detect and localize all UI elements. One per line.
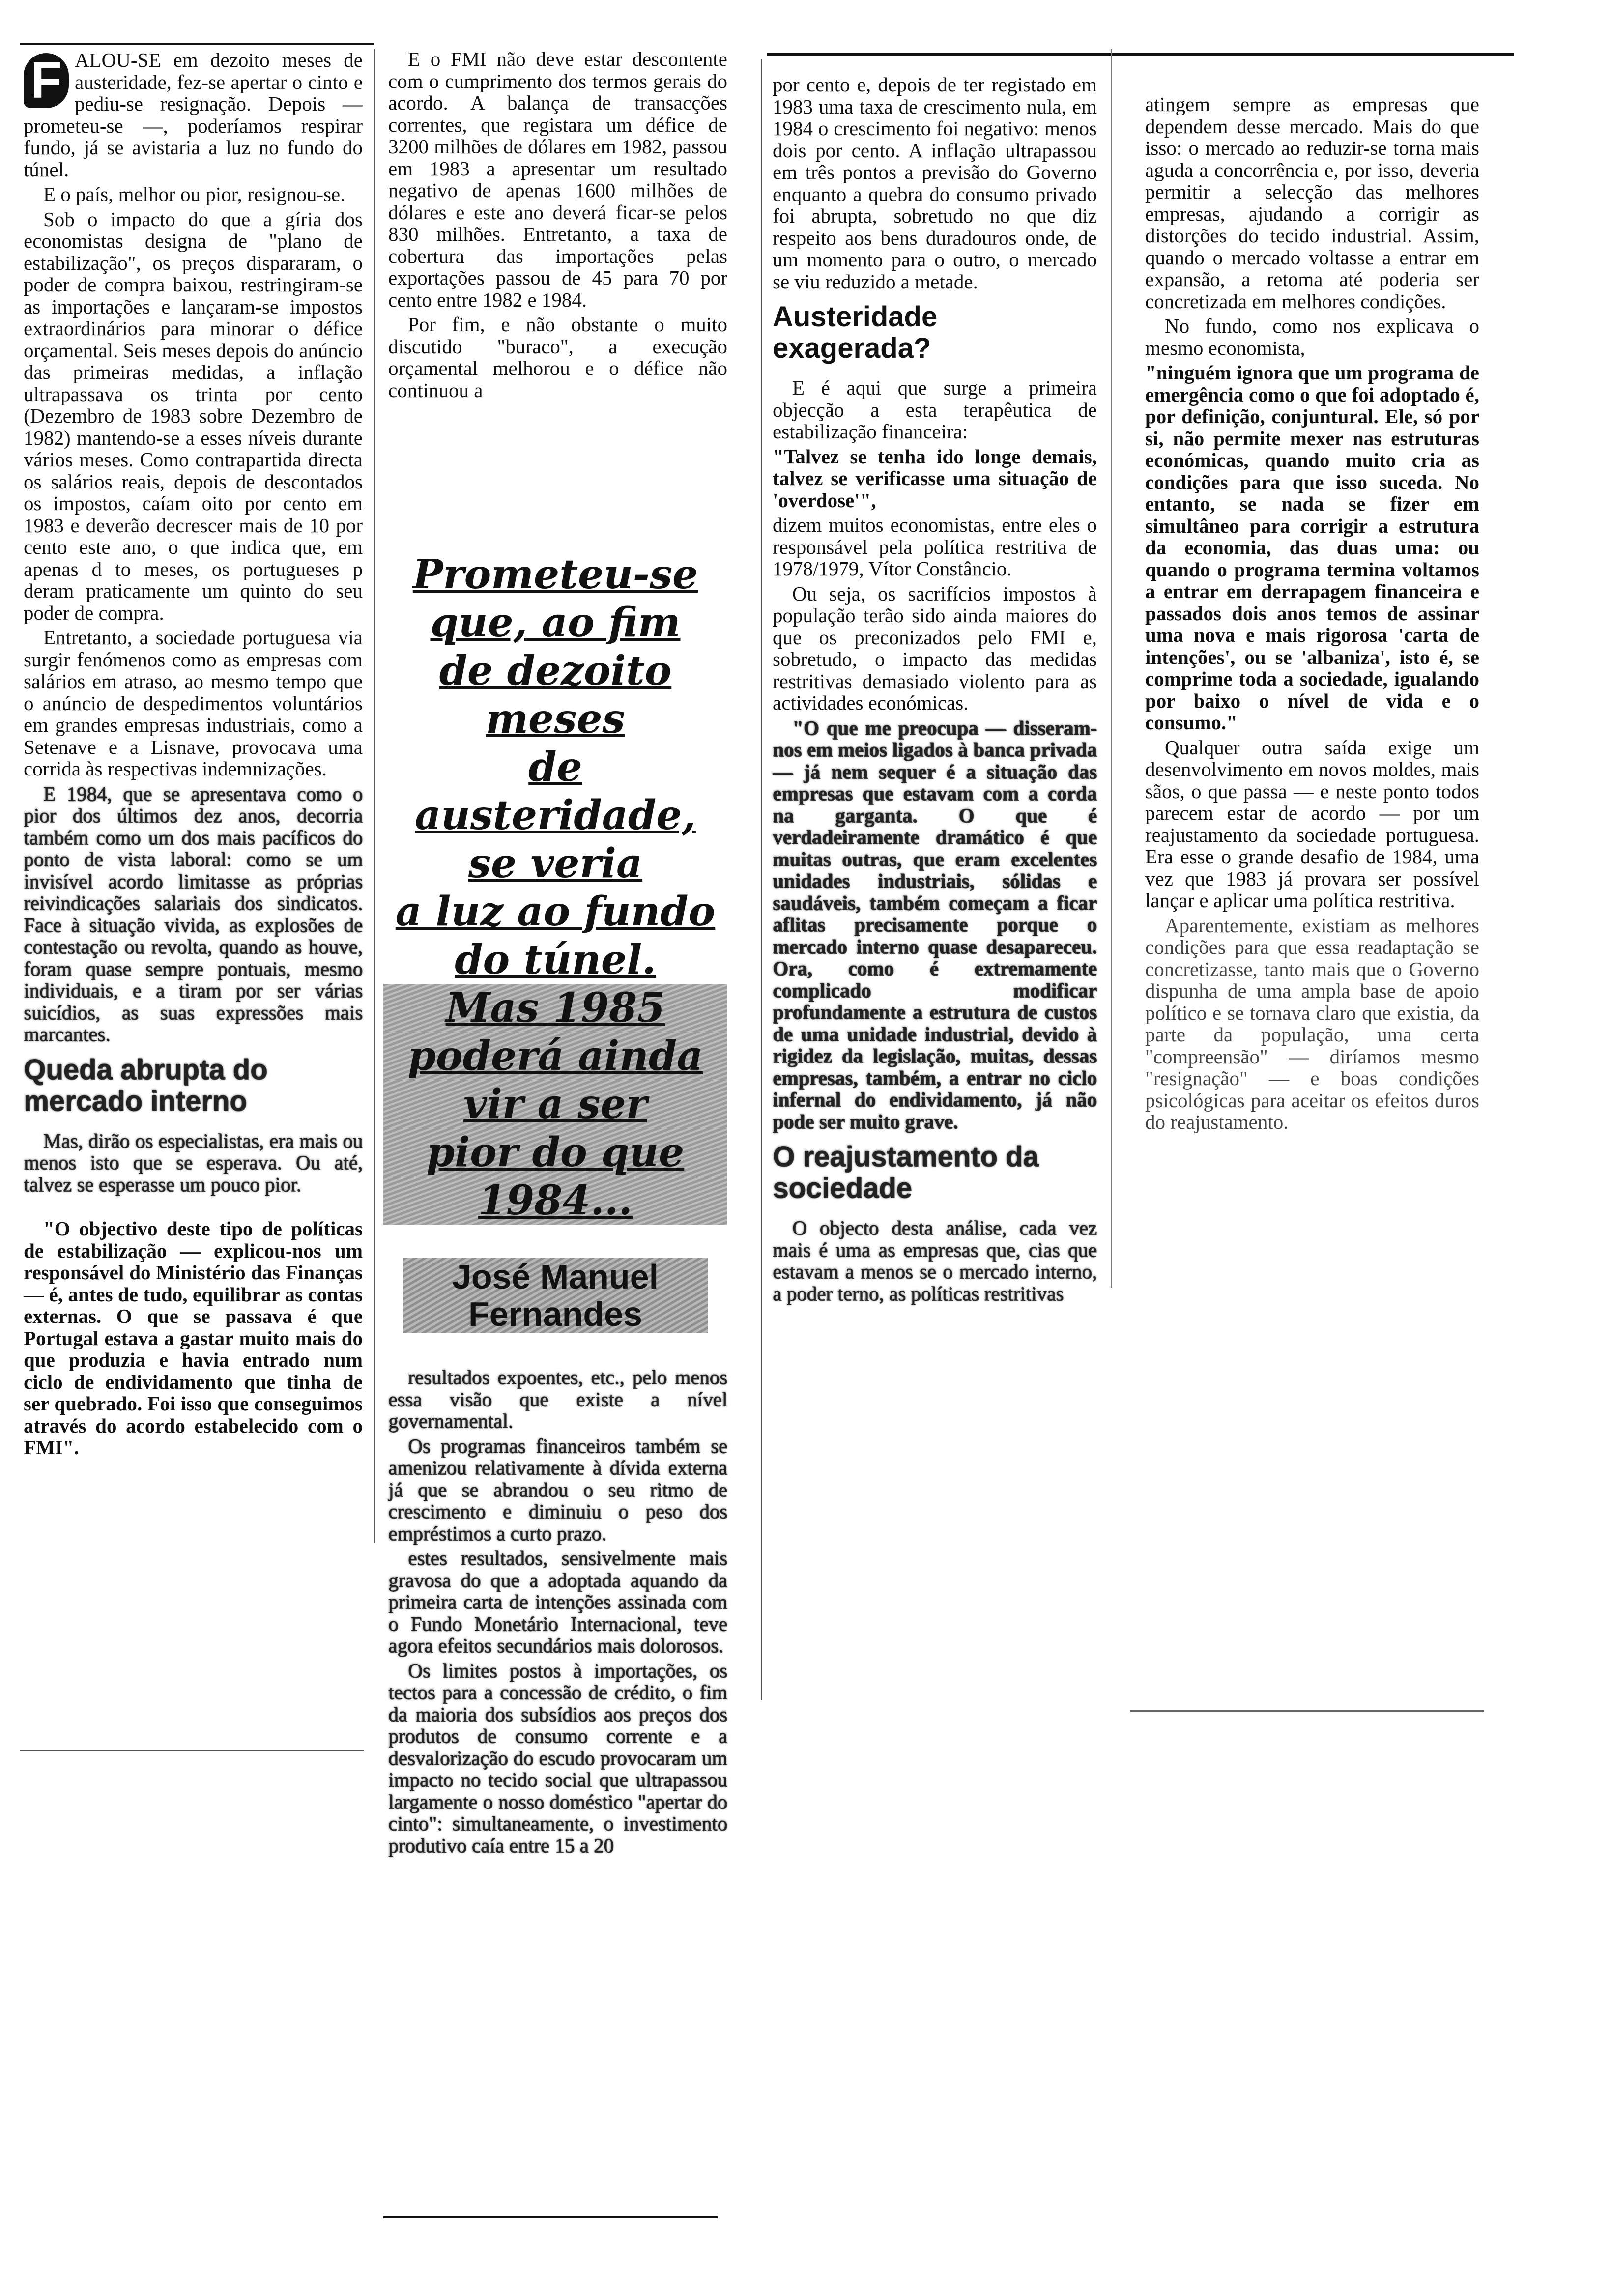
article-paragraph: E o país, melhor ou pior, resignou-se.: [43, 183, 345, 205]
article-quote: "Talvez se tenha ido longe demais, talvez se verificasse uma situação de 'overdose'",: [773, 445, 1097, 512]
article-paragraph: atingem sempre as empresas que dependem desse mercado. Mais do que isso: o mercado ao reduzir-se torna mais aguda a concorrência e, por isso, deveria permitir a selecção das melhores empresas, ajudando a corrigir as distorções do tecido industrial. Assim, quando o mercado voltasse a entrar em expansão, a retoma até poderia ser concretizada em melhores condições.: [1145, 93, 1479, 313]
bottom-rule: [383, 2216, 718, 2218]
column-rule: [761, 59, 762, 1700]
pull-quote-line: de austeridade,: [415, 744, 696, 839]
article-paragraph: Entretanto, a sociedade portuguesa via surgir fenómenos como as empresas com salários em atraso, ao mesmo tempo que o anúncio de despedimentos voluntários em grandes empresas industriais, como a Setenave e a Lisnave, provocava uma corrida às respectivas indemnizações.: [24, 626, 363, 780]
drop-cap: F: [24, 53, 69, 108]
article-paragraph: Aparentemente, existiam as melhores condições para que essa readaptação se concretizasse, tanto mais que o Governo dispunha de uma ampla base de apoio político e se tornava claro que existia, da parte da população, uma certa "compreensão" — diríamos mesmo "resignação" — e boas condições psicológicas para aceitar os efeitos duros do reajustamento.: [1145, 914, 1479, 1133]
section-heading: Austeridade exagerada?: [773, 301, 938, 364]
column-rule: [1111, 49, 1112, 1288]
pull-quote-line: poderá ainda: [383, 1032, 727, 1080]
bottom-rule: [20, 1750, 364, 1751]
column-rule: [374, 49, 375, 1543]
article-paragraph: No fundo, como nos explicava o mesmo economista,: [1145, 315, 1479, 359]
section-heading: Queda abrupta do mercado interno: [24, 1053, 268, 1117]
article-column-2-top: [388, 48, 727, 404]
article-paragraph: Ou seja, os sacrifícios impostos à população terão sido ainda maiores do que os preconizados pelo FMI e, sobretudo, o impacto das medidas restritivas demasiado violento para as actividades económicas.: [773, 582, 1097, 714]
article-paragraph: estes resultados, sensivelmente mais gravosa do que a adoptada aquando da primeira carta de intenções assinada com o Fundo Monetário Internacional, teve agora efeitos secundários mais dolorosos.: [388, 1547, 727, 1657]
article-column-4: [1145, 93, 1479, 1136]
bottom-rule: [1130, 1710, 1484, 1712]
article-column-3: [773, 74, 1097, 1307]
article-column-2-bottom: [388, 1366, 727, 1859]
article-paragraph: Por fim, e não obstante o muito discutido "buraco", a execução orçamental melhorou e o défice não continuou a: [388, 313, 727, 402]
article-paragraph: E o FMI não deve estar descontente com o cumprimento dos termos gerais do acordo. A balança de transacções correntes, que registara um défice de 3200 milhões de dólares em 1982, passou em 1983 a apresentar um resultado negativo de apenas 1600 milhões de dólares e este ano deverá ficar-se pelos 830 milhões. Entretanto, a taxa de cobertura das importações pelas exportações passou de 45 para 70 por cento entre 1982 e 1984.: [388, 48, 727, 311]
pull-quote-line: que, ao fim: [430, 599, 681, 646]
article-paragraph: E é aqui que surge a primeira objecção a esta terapêutica de estabilização financeira:: [773, 376, 1097, 443]
pull-quote-line: Mas 1985: [383, 984, 727, 1032]
pull-quote-line: se veria: [468, 840, 643, 887]
article-paragraph: Os limites postos à importações, os tectos para a concessão de crédito, o fim da maioria dos subsídios aos preços dos produtos de consumo corrente e a desvalorização do escudo provocaram um impacto no tecido social que ultrapassou largamente o nosso doméstico "apertar do cinto": simultaneamente, o investimento produtivo caía entre 15 a 20: [388, 1659, 727, 1857]
pull-quote-line: pior do que: [383, 1128, 727, 1177]
article-paragraph: E 1984, que se apresentava como o pior dos últimos dez anos, decorria também como um dos mais pacíficos do ponto de vista laboral: como se um invisível acordo limitasse as próprias reivindicações salariais dos sindicatos. Face à situação vivida, as explosões de contestação ou revolta, quando as houve, foram quase sempre pontuais, mesmo individuais, e a tiram por ser várias suicídios, as suas expressões mais marcantes.: [24, 782, 363, 1045]
article-paragraph: O objecto desta análise, cada vez mais é uma as empresas que, cias que estavam a menos se o mercado interno, a poder terno, as políticas restritivas: [773, 1216, 1097, 1305]
article-column-1: [24, 49, 363, 1462]
author-byline: José Manuel Fernandes: [403, 1258, 708, 1333]
article-paragraph: Qualquer outra saída exige um desenvolvimento em novos moldes, mais sãos, o que passa — e neste ponto todos parecem estar de acordo — por um reajustamento da sociedade portuguesa. Era esse o grande desafio de 1984, uma vez que 1983 já provara ser possível lançar e aplicar uma política restritiva.: [1145, 736, 1479, 912]
article-paragraph: "O objectivo deste tipo de políticas de estabilização — explicou-nos um responsável do Ministério das Finanças — é, antes de tudo, equilibrar as contas externas. O que se passava é que Portugal estava a gastar muito mais do que produzia e havia entrado num ciclo de endividamento que tinha de ser quebrado. Foi isso que conseguimos através do acordo estabelecido com o FMI".: [24, 1217, 363, 1459]
article-paragraph: Sob o impacto do que a gíria dos economistas designa de "plano de estabilização", os preços dispararam, o poder de compra baixou, restringiram-se as importações e lançaram-se impostos extraordinários para minorar o défice orçamental. Seis meses depois do anúncio das primeiras medidas, a inflação ultrapassava os trinta por cento (Dezembro de 1983 sobre Dezembro de 1982) mantendo-se a esses níveis durante vários meses. Como contrapartida directa os salários reais, depois de descontados os impostos, caíam oito por cento em 1983 e deverão decrescer mais de 10 por cento este ano, o que indica que, em apenas d to meses, os portugueses p deram praticamente um quinto do seu poder de compra.: [24, 207, 363, 624]
article-paragraph: dizem muitos economistas, entre eles o responsável pela política restritiva de 1978/1979, Vítor Constâncio.: [773, 514, 1097, 580]
article-paragraph: ALOU-SE em dezoito meses de austeridade, fez-se apertar o cinto e pediu-se resignação. Depois — prometeu-se —, poderíamos respirar fundo, já se avistaria a luz no fundo do túnel.: [24, 49, 363, 181]
pull-quote-line: do túnel.: [455, 936, 656, 983]
article-paragraph: Os programas financeiros também se amenizou relativamente à dívida externa já que se abrandou o seu ritmo de crescimento e diminuiu o peso dos empréstimos a curto prazo.: [388, 1434, 727, 1545]
article-paragraph: resultados expoentes, etc., pelo menos essa visão que existe a nível governamental.: [388, 1366, 727, 1432]
article-quote: "ninguém ignora que um programa de emergência como o que foi adoptado é, por definição, conjuntural. Ele, só por si, não permite mexer nas estruturas económicas, quando muito cria as condições para que isso suceda. No entanto, se nada se fizer em simultâneo para corrigir a estrutura da economia, das duas uma: ou quando o programa termina voltamos a entrar em derrapagem financeira e passados dois anos temos de assinar uma nova e mais rigorosa 'carta de intenções', ou se 'albaniza', isto é, se comprime toda a sociedade, igualando por baixo o nível de vida e o consumo.": [1145, 361, 1479, 734]
top-rule: [767, 53, 1514, 56]
pull-quote-line: Prometeu-se: [412, 551, 698, 598]
section-heading: O reajustamento da sociedade: [773, 1141, 1039, 1204]
pull-quote: [383, 550, 727, 1225]
top-rule: [20, 43, 374, 45]
pull-quote-line: meses: [486, 695, 625, 743]
pull-quote-line: vir a ser: [383, 1080, 727, 1128]
article-quote: "O que me preocupa — disseram-nos em meios ligados à banca privada — já nem sequer é a situação das empresas que estavam com a corda na garganta. O que é verdadeiramente dramático é que muitas outras, que eram excelentes unidades industriais, sólidas e saudáveis, também começam a ficar aflitas precisamente porque o mercado interno quase desapareceu. Ora, como é extremamente complicado modificar profundamente a estrutura de custos de uma unidade industrial, devido à rigidez da legislação, muitas, dessas empresas, também, a entrar no ciclo infernal do endividamento, já não pode ser muito grave.: [773, 716, 1097, 1133]
pull-quote-line: de dezoito: [439, 647, 672, 694]
pull-quote-line: 1984...: [383, 1177, 727, 1225]
article-paragraph: Mas, dirão os especialistas, era mais ou menos isto que se esperava. Ou até, talvez se esperasse um pouco pior.: [24, 1129, 363, 1196]
pull-quote-line: a luz ao fundo: [395, 888, 716, 935]
article-paragraph: por cento e, depois de ter registado em 1983 uma taxa de crescimento nula, em 1984 o crescimento foi negativo: menos dois por cento. A inflação ultrapassou em três pontos a previsão do Governo enquanto a quebra do consumo privado foi abrupta, sobretudo no que diz respeito aos bens duradouros onde, de um momento para o outro, o mercado se viu reduzido a metade.: [773, 73, 1097, 293]
